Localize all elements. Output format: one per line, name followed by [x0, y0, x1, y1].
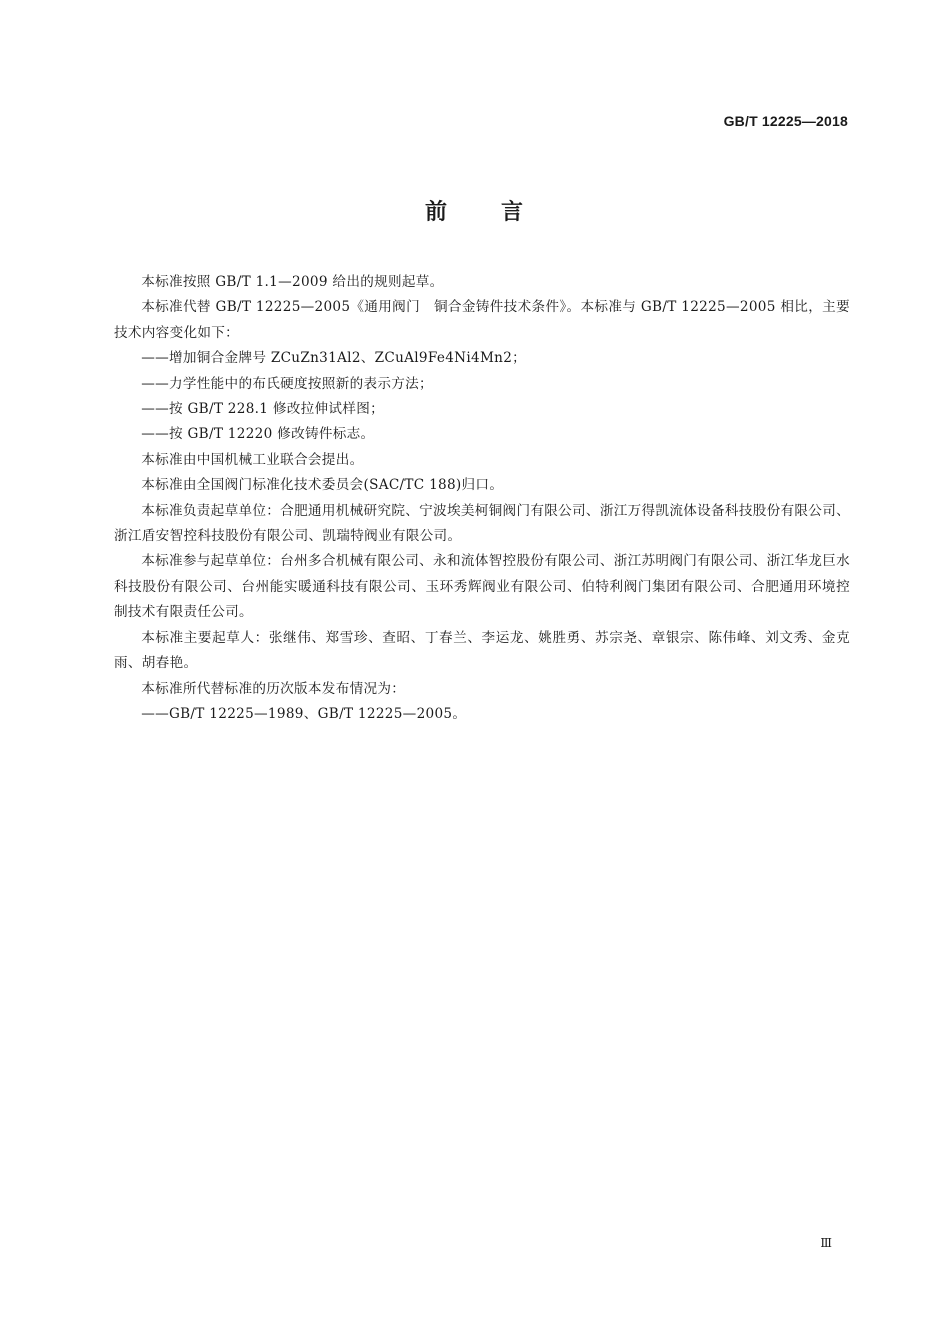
- history-item: ——GB/T 12225—1989、GB/T 12225—2005。: [141, 705, 467, 722]
- change-item: ——按 GB/T 12220 修改铸件标志。: [141, 426, 375, 443]
- paragraph-replaces: 本标准代替 GB/T 12225—2005《通用阀门 铜合金铸件技术条件》。本标准与 GB/T 12225—2005 相比，主要技术内容变化如下：: [114, 299, 850, 341]
- page-title: [0, 195, 950, 226]
- paragraph-history-intro: 本标准所代替标准的历次版本发布情况为：: [141, 680, 406, 697]
- page-title-part-1: 前: [424, 200, 449, 225]
- paragraph-participating-units: 本标准参与起草单位：台州多合机械有限公司、永和流体智控股份有限公司、浙江苏明阀门有限公司、浙江华龙巨水科技股份有限公司、台州能实暖通科技有限公司、玉环秀辉阀业有限公司、伯特利阀门集团有限公司、合肥通用环境控制技术有限责任公司。: [114, 553, 850, 621]
- paragraph-centralized-by: 本标准由全国阀门标准化技术委员会(SAC/TC 188)归口。: [141, 477, 504, 494]
- change-item: ——增加铜合金牌号 ZCuZn31Al2、ZCuAl9Fe4Ni4Mn2；: [141, 350, 527, 367]
- paragraph-drafters: 本标准主要起草人：张继伟、郑雪珍、查昭、丁春兰、李运龙、姚胜勇、苏宗尧、章银宗、陈伟峰、刘文秀、金克雨、胡春艳。: [114, 629, 850, 672]
- document-code: GB/T 12225—2018: [723, 113, 848, 129]
- page-title-part-2: 言: [501, 200, 526, 225]
- page-number: Ⅲ: [820, 1236, 832, 1250]
- paragraph-drafting-units: 本标准负责起草单位：合肥通用机械研究院、宁波埃美柯铜阀门有限公司、浙江万得凯流体设备科技股份有限公司、浙江盾安智控科技股份有限公司、凯瑞特阀业有限公司。: [114, 502, 850, 545]
- foreword-body: [114, 270, 850, 727]
- paragraph-proposed-by: 本标准由中国机械工业联合会提出。: [141, 451, 364, 468]
- change-item: ——力学性能中的布氏硬度按照新的表示方法；: [141, 375, 433, 392]
- paragraph-drafting-rules: 本标准按照 GB/T 1.1—2009 给出的规则起草。: [141, 274, 444, 290]
- change-item: ——按 GB/T 228.1 修改拉伸试样图；: [141, 401, 384, 418]
